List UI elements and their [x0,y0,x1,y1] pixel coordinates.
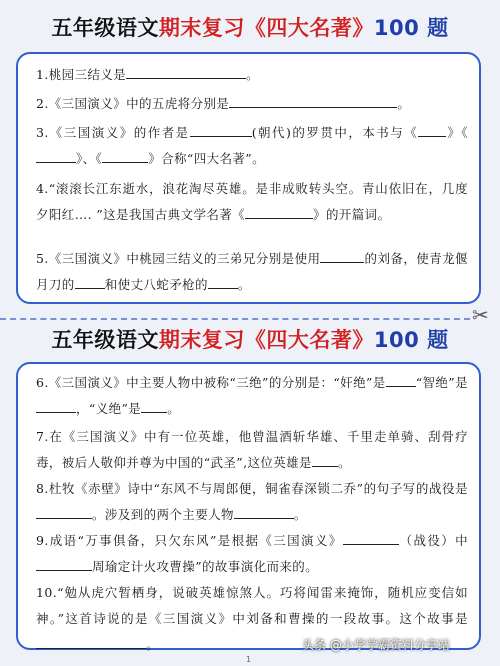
question-3: 3.《三国演义》的作者是 (朝代)的罗贯中，本书与《 》《》、《 》合称“四大名著”。 [36,125,468,166]
scissors-icon: ✂ [472,303,489,327]
question-1: 1.桃园三结义是 。 [36,67,260,82]
title-part-grade: 五年级语文 [51,16,159,40]
title-part-topic: 期末复习《四大名著》 [158,16,374,40]
page-number: 1 [246,655,252,664]
question-7: 7.在《三国演义》中有一位英雄，他曾温酒斩华雄、千里走单骑、刮骨疗毒，被后人敬仰并尊为中国的“武圣”,这位英雄是 。 [36,429,468,470]
question-4: 4.“滚滚长江东逝水，浪花淘尽英雄。是非成败转头空。青山依旧在，几度夕阳红…. ”这是我国古典文学名著《 》的开篇词。 [36,181,468,222]
question-card-bottom [16,362,481,650]
page-title-bottom [0,324,500,354]
title-part-grade: 五年级语文 [51,328,159,352]
page-title-top [0,12,500,42]
watermark-footer: 头条 @小学学霸资料分享站 [302,638,450,652]
question-6: 6.《三国演义》中主要人物中被称“三绝”的分别是：“奸绝”是 “智绝”是，“义绝”是 。 [36,375,468,416]
question-5: 5.《三国演义》中桃园三结义的三弟兄分别是使用 的刘备，使青龙偃月刀的 和使丈八蛇矛枪的 。 [36,251,468,292]
question-card-top [16,52,481,304]
question-8: 8.杜牧《赤壁》诗中“东风不与周郎便，铜雀春深锁二乔”的句子写的战役是。涉及到的两个主要人物 。 [36,481,468,522]
question-9: 9.成语“万事俱备，只欠东风”是根据《三国演义》 （战役）中周瑜定计火攻曹操”的故事演化而来的。 [36,533,468,574]
question-10: 10.“勉从虎穴暂栖身，说破英雄惊煞人。巧将闻雷来掩饰，随机应变信如神。”这首诗说的是《三国演义》中刘备和曹操的一段故事。这个故事是。 [36,585,468,652]
title-part-count: 100 题 [373,328,449,352]
title-part-topic: 期末复习《四大名著》 [158,328,374,352]
cut-line [0,318,470,320]
question-2: 2.《三国演义》中的五虎将分别是 。 [36,96,411,111]
title-part-count: 100 题 [373,16,449,40]
